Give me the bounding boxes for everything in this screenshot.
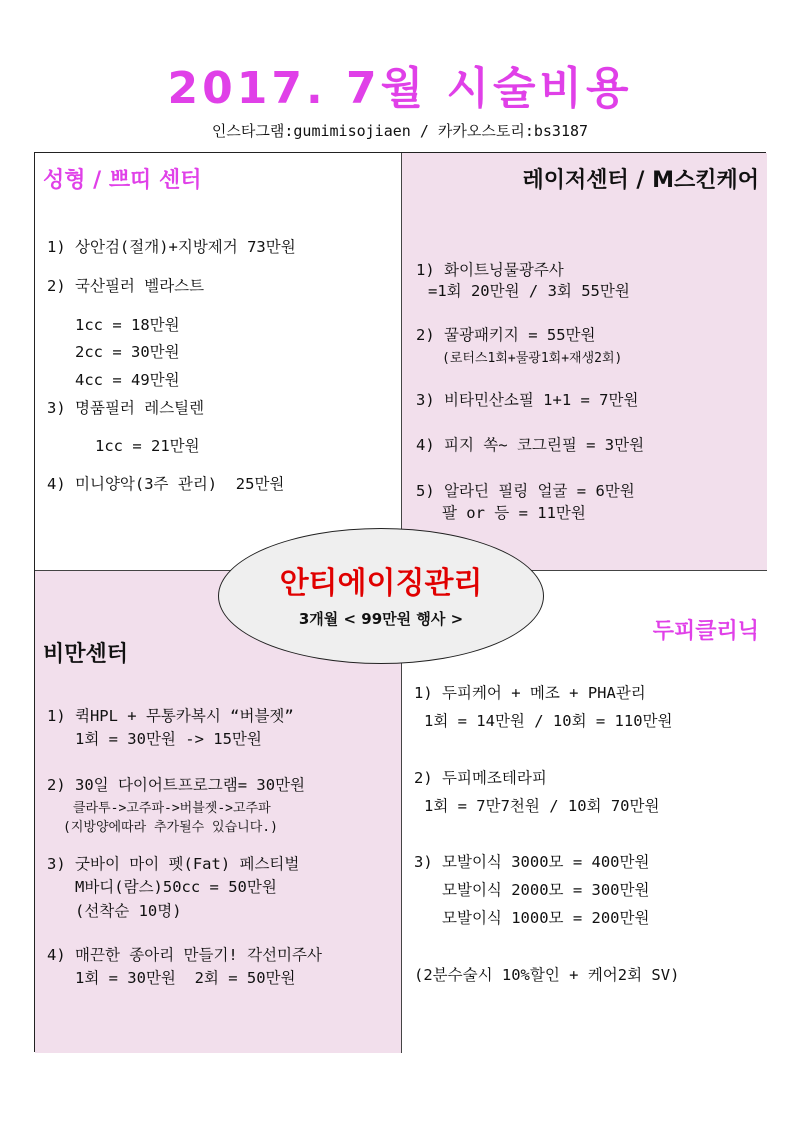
list-item: 1) 퀵HPL + 무통카복시 “버블젯” [47, 707, 294, 725]
list-item: 1회 = 7만7천원 / 10회 70만원 [424, 797, 660, 815]
list-item: 팔 or 등 = 11만원 [442, 504, 586, 522]
list-item: M바디(람스)50cc = 50만원 [75, 878, 277, 896]
list-item: (지방양에따라 추가될수 있습니다.) [63, 820, 278, 835]
list-item: 모발이식 2000모 = 300만원 [442, 881, 650, 899]
list-item: 3) 비타민산소필 1+1 = 7만원 [416, 391, 639, 409]
list-item: 3) 모발이식 3000모 = 400만원 [414, 853, 650, 871]
list-item: =1회 20만원 / 3회 55만원 [428, 282, 630, 300]
list-item: 1cc = 21만원 [95, 437, 200, 455]
list-item: 1) 상안검(절개)+지방제거 73만원 [47, 238, 296, 256]
list-item: 1회 = 14만원 / 10회 = 110만원 [424, 712, 673, 730]
list-item: 모발이식 1000모 = 200만원 [442, 909, 650, 927]
list-item: 2) 30일 다이어트프로그램= 30만원 [47, 776, 306, 794]
laser-skincare-title: 레이저센터 / M스킨케어 [522, 168, 759, 193]
sns-info: 인스타그램:gumimisojiaen / 카카오스토리:bs3187 [211, 122, 589, 140]
list-item: 2cc = 30만원 [75, 343, 180, 361]
list-item: 4) 매끈한 종아리 만들기! 각선미주사 [47, 946, 322, 964]
list-item: (2분수술시 10%할인 + 케어2회 SV) [414, 966, 680, 984]
list-item: 1) 화이트닝물광주사 [416, 261, 564, 279]
list-item: 클라투->고주파->버블젯->고주파 [73, 801, 271, 816]
list-item: 3) 굿바이 마이 펫(Fat) 페스티벌 [47, 855, 300, 873]
plastic-petit-center-title: 성형 / 쁘띠 센터 [43, 168, 202, 193]
list-item: 1) 두피케어 + 메조 + PHA관리 [414, 684, 646, 702]
list-item: 2) 꿀광패키지 = 55만원 [416, 326, 596, 344]
list-item: 1cc = 18만원 [75, 316, 180, 334]
list-item: 2) 두피메조테라피 [414, 769, 547, 787]
list-item: 4cc = 49만원 [75, 371, 180, 389]
page-title: 2017. 7월 시술비용 [167, 63, 633, 114]
list-item: 1회 = 30만원 -> 15만원 [75, 730, 262, 748]
obesity-center-title: 비만센터 [43, 642, 129, 667]
antiaging-promo: 3개월 < 99만원 행사 > [298, 610, 464, 628]
list-item: (선착순 10명) [75, 902, 182, 920]
list-item: (로터스1회+물광1회+재생2회) [442, 351, 623, 366]
list-item: 5) 알라딘 필링 얼굴 = 6만원 [416, 482, 635, 500]
laser-skincare-panel [401, 153, 767, 570]
list-item: 2) 국산필러 벨라스트 [47, 277, 205, 295]
list-item: 1회 = 30만원 2회 = 50만원 [75, 969, 296, 987]
list-item: 4) 미니양악(3주 관리) 25만원 [47, 475, 285, 493]
antiaging-title: 안티에이징관리 [279, 566, 483, 601]
list-item: 4) 피지 쏙~ 코그린필 = 3만원 [416, 436, 645, 454]
scalp-clinic-title: 두피클리닉 [652, 619, 759, 644]
list-item: 3) 명품필러 레스틸렌 [47, 399, 205, 417]
plastic-petit-center-panel [35, 153, 401, 570]
